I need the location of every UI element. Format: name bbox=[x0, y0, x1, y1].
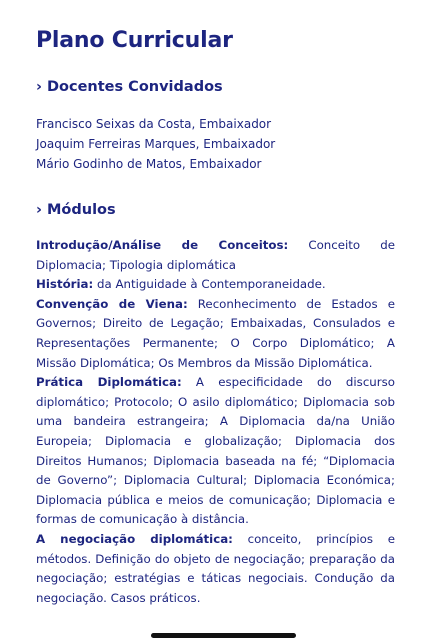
modules-section-heading bbox=[36, 200, 395, 220]
guest-list bbox=[36, 114, 395, 174]
home-indicator[interactable] bbox=[151, 633, 296, 638]
module-item bbox=[36, 275, 395, 295]
module-description: Reconhecimento de Estados e Governos; Direito de Legação; Embaixadas, Consulados e Representações Permanente; O Corpo Diplomático; A Missão Diplomática; Os Membros da Missão Diplomática. bbox=[36, 296, 396, 370]
modules-heading-label: Módulos bbox=[46, 202, 116, 218]
guests-section-heading bbox=[36, 77, 395, 97]
module-item bbox=[36, 236, 395, 275]
list-item: Mário Godinho de Matos, Embaixador bbox=[36, 157, 262, 171]
module-item bbox=[36, 530, 395, 608]
module-description: conceito, princípios e métodos. Definição do objeto de negociação; preparação da negociação; estratégias e táticas negociais. Condução da negociação. Casos práticos. bbox=[36, 531, 395, 605]
list-item: Francisco Seixas da Costa, Embaixador bbox=[36, 117, 272, 131]
module-title: Convenção de Viena: bbox=[36, 296, 188, 311]
module-title: História: bbox=[36, 277, 94, 292]
module-description: A especificidade do discurso diplomático; Protocolo; O asilo diplomático; Diplomacia sob uma bandeira estrangeira; A Diplomacia da/na União Europeia; Diplomacia e globalização; Diplomacia dos Direitos Humanos; Diplomacia baseada na fé; “Diplomacia de Governo”; Diplomacia Cultural; Diplomacia Económica; Diplomacia pública e meios de comunicação; Diplomacia e formas de comunicação à distância. bbox=[36, 375, 395, 527]
chevron-right-icon: › bbox=[36, 79, 42, 95]
list-item: Joaquim Ferreiras Marques, Embaixador bbox=[36, 137, 276, 151]
page-title: Plano Curricular bbox=[36, 28, 233, 53]
module-item bbox=[36, 295, 395, 373]
module-description: da Antiguidade à Contemporaneidade. bbox=[93, 277, 326, 292]
module-title: A negociação diplomática: bbox=[36, 531, 233, 546]
guests-heading-label: Docentes Convidados bbox=[46, 79, 223, 95]
module-title: Prática Diplomática: bbox=[36, 375, 182, 390]
module-description: Conceito de Diplomacia; Tipologia diplomática bbox=[36, 238, 396, 272]
module-item bbox=[36, 373, 395, 530]
chevron-right-icon: › bbox=[36, 202, 42, 218]
curriculum-page bbox=[36, 26, 395, 608]
module-title: Introdução/Análise de Conceitos: bbox=[36, 238, 289, 252]
module-list bbox=[36, 236, 395, 608]
